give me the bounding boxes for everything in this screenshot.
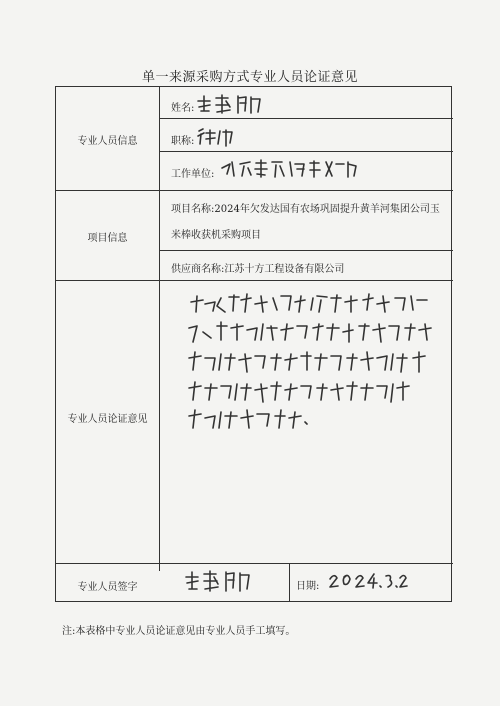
date-label: 日期: xyxy=(296,581,320,592)
name-handwriting xyxy=(196,93,266,115)
opinion-handwriting xyxy=(181,292,449,432)
signature-handwriting xyxy=(184,569,254,593)
name-label: 姓名: xyxy=(171,103,195,114)
project-name-line2: 米棒收获机采购项目 xyxy=(171,230,261,241)
row-divider xyxy=(159,250,453,251)
form-table xyxy=(55,86,452,602)
date-handwriting xyxy=(328,570,408,592)
employer-label: 工作单位: xyxy=(171,169,215,180)
supplier-line: 供应商名称:江苏十方工程设备有限公司 xyxy=(171,264,345,275)
personnel-info-label: 专业人员信息 xyxy=(77,136,138,147)
row-divider xyxy=(159,151,453,152)
employer-handwriting xyxy=(220,158,360,180)
footnote: 注:本表格中专业人员论证意见由专业人员手工填写。 xyxy=(62,626,296,637)
opinion-label: 专业人员论证意见 xyxy=(67,414,148,425)
column-divider xyxy=(159,87,160,571)
title-handwriting xyxy=(196,127,236,147)
section-divider xyxy=(56,563,453,564)
project-info-label: 项目信息 xyxy=(87,233,128,244)
row-divider xyxy=(159,118,453,119)
signature-label: 专业人员签字 xyxy=(77,582,138,593)
project-name-line1: 项目名称:2024年欠发达国有农场巩固提升黄羊河集团公司玉 xyxy=(171,204,440,215)
signature-divider xyxy=(289,563,290,601)
page-title: 单一来源采购方式专业人员论证意见 xyxy=(141,70,358,85)
section-divider xyxy=(56,280,453,281)
section-divider xyxy=(56,190,453,191)
title-label: 职称: xyxy=(171,136,195,147)
